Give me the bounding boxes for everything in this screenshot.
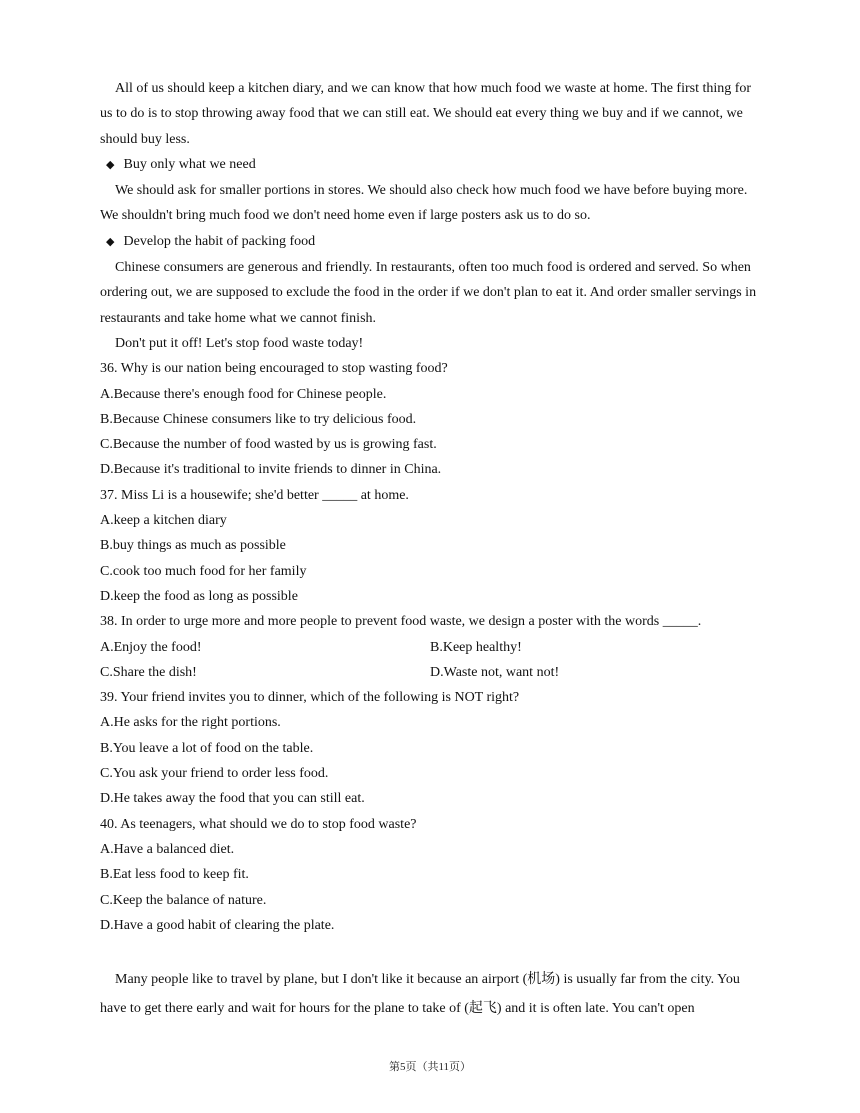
question-stem-39: 39. Your friend invites you to dinner, which of the following is NOT right? — [100, 690, 520, 706]
question-stem-36: 36. Why is our nation being encouraged to stop wasting food? — [100, 361, 448, 377]
question-stem-37: 37. Miss Li is a housewife; she'd better _____ at home. — [100, 487, 409, 503]
option-37-c: C.cook too much food for her family — [100, 563, 307, 579]
option-36-b: B.Because Chinese consumers like to try delicious food. — [100, 411, 417, 427]
question-stem-38: 38. In order to urge more and more people to prevent food waste, we design a poster with the words _____. — [100, 614, 702, 630]
option-40-c: C.Keep the balance of nature. — [100, 892, 267, 908]
document-body — [100, 76, 765, 1023]
passage-paragraph-3: Chinese consumers are generous and friendly. In restaurants, often too much food is ordered and served. So when ordering out, we are supposed to exclude the food in the order if we don't plan to eat it. And order smaller servings in restaurants and take home what we cannot finish. — [100, 260, 757, 326]
option-37-d: D.keep the food as long as possible — [100, 588, 298, 604]
option-36-d: D.Because it's traditional to invite friends to dinner in China. — [100, 462, 442, 478]
option-36-c: C.Because the number of food wasted by us is growing fast. — [100, 437, 437, 453]
option-39-a: A.He asks for the right portions. — [100, 715, 281, 731]
option-36-a: A.Because there's enough food for Chinese people. — [100, 386, 387, 402]
next-passage-paragraph: Many people like to travel by plane, but I don't like it because an airport (机场) is usually far from the city. You have to get there early and wait for hours for the plane to take of (起飞) and it is often late. You can't open — [100, 972, 740, 1017]
options-row-38-ab — [100, 635, 765, 660]
passage-paragraph-2: We should ask for smaller portions in stores. We should also check how much food we have before buying more. We shouldn't bring much food we don't need home even if large posters ask us to do so. — [100, 183, 748, 224]
section-heading-buy — [100, 152, 765, 178]
option-38-a: A.Enjoy the food! — [100, 639, 202, 655]
passage-paragraph-4: Don't put it off! Let's stop food waste today! — [115, 335, 364, 351]
option-39-b: B.You leave a lot of food on the table. — [100, 740, 314, 756]
options-row-38-cd — [100, 660, 765, 685]
option-37-a: A.keep a kitchen diary — [100, 513, 227, 529]
page-footer: 第5页（共11页） — [388, 1061, 472, 1073]
option-37-b: B.buy things as much as possible — [100, 538, 286, 554]
section-heading-text: Buy only what we need — [123, 156, 256, 172]
option-40-a: A.Have a balanced diet. — [100, 841, 235, 857]
passage-gap — [100, 938, 765, 965]
option-38-b: B.Keep healthy! — [430, 639, 522, 655]
passage-paragraph-1: All of us should keep a kitchen diary, and we can know that how much food we waste at home. The first thing for us to do is to stop throwing away food that we can still eat. We should eat every thing we buy and if we cannot, we should buy less. — [100, 81, 752, 147]
option-40-b: B.Eat less food to keep fit. — [100, 867, 249, 883]
diamond-bullet-icon: ◆ — [106, 235, 115, 248]
question-stem-40: 40. As teenagers, what should we do to stop food waste? — [100, 816, 417, 832]
option-38-c: C.Share the dish! — [100, 664, 197, 680]
option-39-d: D.He takes away the food that you can still eat. — [100, 791, 365, 807]
option-40-d: D.Have a good habit of clearing the plate. — [100, 917, 335, 933]
option-38-d: D.Waste not, want not! — [430, 664, 560, 680]
diamond-bullet-icon: ◆ — [106, 158, 115, 171]
section-heading-text: Develop the habit of packing food — [123, 233, 316, 249]
section-heading-packing — [100, 229, 765, 255]
option-39-c: C.You ask your friend to order less food. — [100, 766, 329, 782]
